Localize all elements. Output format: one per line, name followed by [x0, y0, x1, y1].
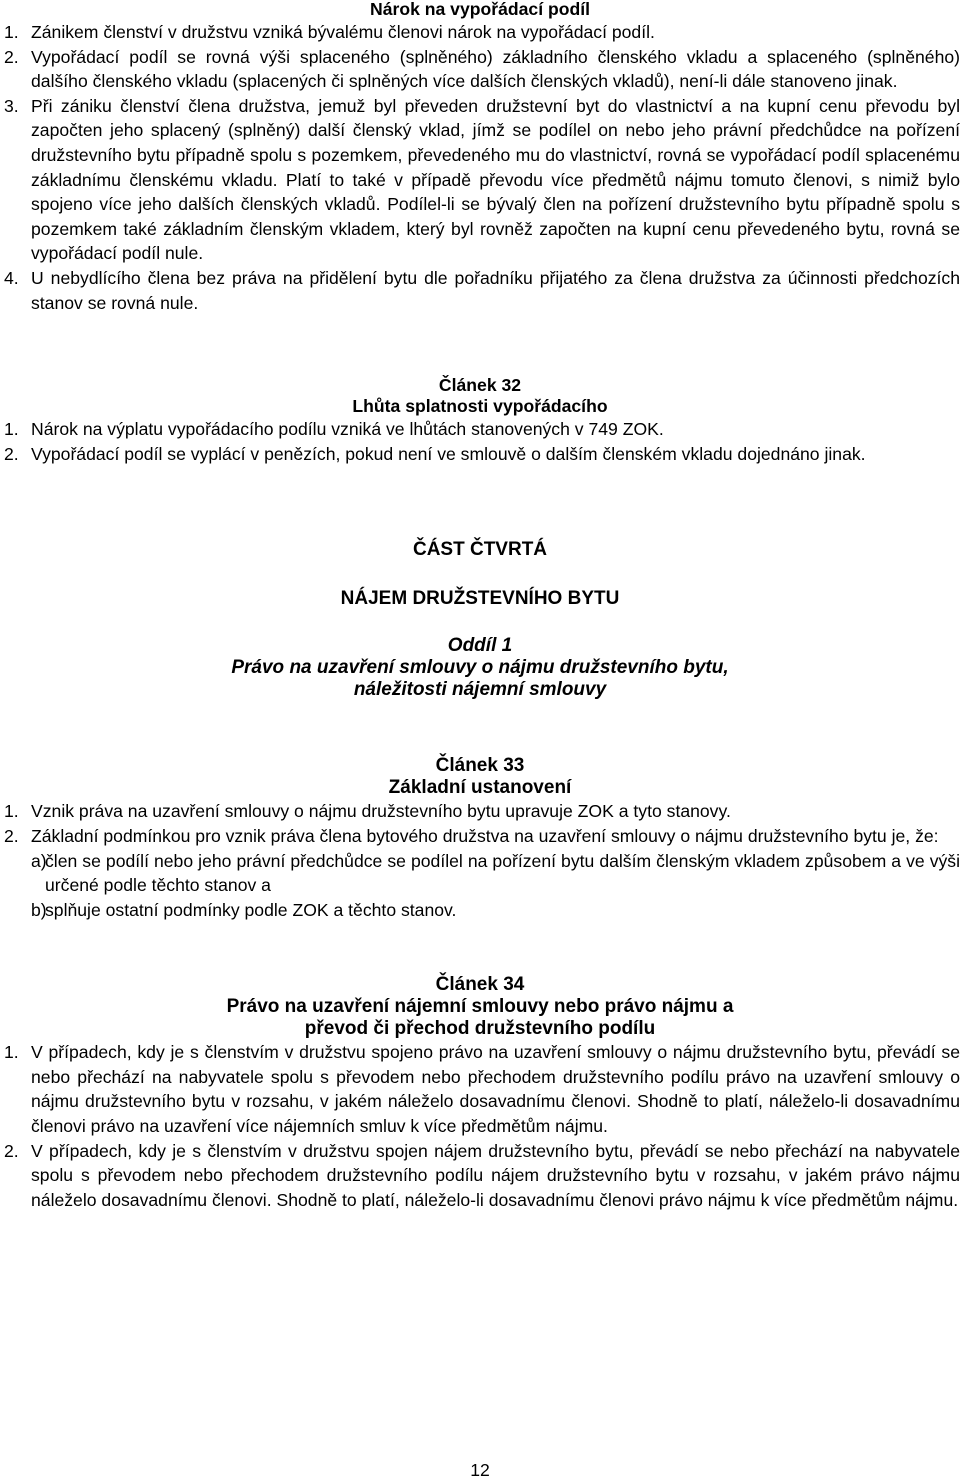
subitem-text: splňuje ostatní podmínky podle ZOK a těchto stanov.: [45, 899, 457, 920]
article-32-heading: Článek 32: [438, 375, 522, 396]
paragraph-number: 1.: [4, 22, 19, 42]
article-33-subitem-b: [0, 898, 960, 923]
division-title: Oddíl 1: [447, 635, 513, 657]
paragraph-3: [0, 94, 960, 266]
division-subtitle-line-2: náležitosti nájemní smlouvy: [353, 679, 607, 701]
paragraph-number: 2.: [4, 825, 19, 846]
paragraph-number: 2.: [4, 1140, 19, 1161]
paragraph-1: [0, 20, 960, 45]
paragraph-text: Zánikem členství v družstvu vzniká bývalému členovi nárok na vypořádací podíl.: [31, 22, 655, 42]
article-33-heading: Článek 33: [435, 755, 525, 777]
paragraph-number: 2.: [4, 46, 19, 67]
article-34-subheading-line-1: Právo na uzavření nájemní smlouvy nebo právo nájmu a: [226, 996, 734, 1018]
division-subtitle-line-1: Právo na uzavření smlouvy o nájmu družstevního bytu,: [231, 657, 729, 679]
subitem-letter: b): [31, 899, 47, 920]
paragraph-text: Nárok na výplatu vypořádacího podílu vzniká ve lhůtách stanovených v 749 ZOK.: [31, 419, 664, 440]
paragraph-text: Vznik práva na uzavření smlouvy o nájmu družstevního bytu upravuje ZOK a tyto stanovy.: [31, 801, 731, 822]
paragraph-text: V případech, kdy je s členstvím v družstvu spojen nájem družstevního bytu, převádí se nebo přechází na nabyvatele spolu s převodem nebo přechodem družstevního podílu nájem družstevního bytu v rozsahu, v jakém právo nájmu náleželo dosavadnímu členovi. Shodně to platí, náleželo-li dosavadnímu členovi právo nájmu k více předmětům nájmu.: [31, 1140, 960, 1210]
section-title: Nárok na vypořádací podíl: [370, 0, 590, 19]
paragraph-text: U nebydlícího člena bez práva na přidělení bytu dle pořadníku přijatého za člena družstva za účinnosti předchozích stanov se rovná nule.: [31, 267, 960, 313]
part-subtitle: NÁJEM DRUŽSTEVNÍHO BYTU: [340, 588, 620, 610]
article-32-paragraph-2: [0, 442, 960, 467]
article-33-subitem-a: [0, 849, 960, 898]
paragraph-text: Základní podmínkou pro vznik práva člena bytového družstva na uzavření smlouvy o nájmu družstevního bytu je, že:: [31, 825, 939, 846]
paragraph-2: [0, 45, 960, 94]
paragraph-number: 1.: [4, 801, 19, 822]
paragraph-number: 1.: [4, 1042, 19, 1063]
paragraph-number: 3.: [4, 95, 19, 116]
article-33-paragraph-1: [0, 799, 960, 824]
paragraph-text: Vypořádací podíl se rovná výši splaceného (splněného) základního členského vkladu a splaceného (splněného) dalšího členského vkladu (splacených či splněných více dalších členských vkladů), není-li dále stanoveno jinak.: [31, 46, 960, 92]
paragraph-4: [0, 266, 960, 315]
paragraph-text: V případech, kdy je s členstvím v družstvu spojeno právo na uzavření smlouvy o nájmu družstevního bytu, převádí se nebo přechází na nabyvatele spolu s převodem nebo přechodem družstevního podílu právo na uzavření smlouvy o nájmu družstevního bytu v rozsahu, v jakém náleželo dosavadnímu členovi. Shodně to platí, náleželo-li dosavadnímu členovi právo na uzavření více nájemních smluv k více předmětům nájmu.: [31, 1042, 960, 1137]
paragraph-number: 1.: [4, 419, 19, 440]
page-number: 12: [470, 1460, 490, 1480]
article-34-paragraph-2: [0, 1139, 960, 1213]
article-32-subheading: Lhůta splatnosti vypořádacího: [352, 396, 608, 417]
part-title: ČÁST ČTVRTÁ: [412, 539, 548, 561]
article-34-heading: Článek 34: [435, 974, 525, 996]
paragraph-text: Při zániku členství člena družstva, jemuž byl převeden družstevní byt do vlastnictví a na kupní cenu převodu byl započten jeho splacený (splněný) další členský vklad, jímž se podílel on nebo jeho právní předchůdce na pořízení družstevního bytu případně spolu s pozemkem, převedeného mu do vlastnictví, rovná se vypořádací podíl splacenému základnímu členskému vkladu. Platí to také v případě převodu více předmětů nájmu tomuto členovi, s nimiž bylo spojeno více jeho dalších členských vkladů. Podílel-li se bývalý člen na pořízení družstevního bytu případně spolu s pozemkem také základním členským vkladem, který byl rovněž započten na kupní cenu převedeného bytu, rovná se vypořádací podíl nule.: [31, 95, 960, 264]
article-34-paragraph-1: [0, 1040, 960, 1138]
subitem-letter: a): [31, 850, 47, 871]
article-33-subheading: Základní ustanovení: [388, 777, 572, 799]
paragraph-number: 4.: [4, 267, 19, 288]
paragraph-number: 2.: [4, 443, 19, 464]
article-34-subheading-line-2: převod či přechod družstevního podílu: [304, 1018, 656, 1040]
article-32-paragraph-1: [0, 417, 960, 442]
subitem-text: člen se podílí nebo jeho právní předchůdce se podílel na pořízení bytu dalším členským vkladem způsobem a ve výši určené podle těchto stanov a: [45, 850, 960, 896]
paragraph-text: Vypořádací podíl se vyplácí v penězích, pokud není ve smlouvě o dalším členském vkladu dojednáno jinak.: [31, 443, 866, 464]
article-33-paragraph-2: [0, 824, 960, 849]
